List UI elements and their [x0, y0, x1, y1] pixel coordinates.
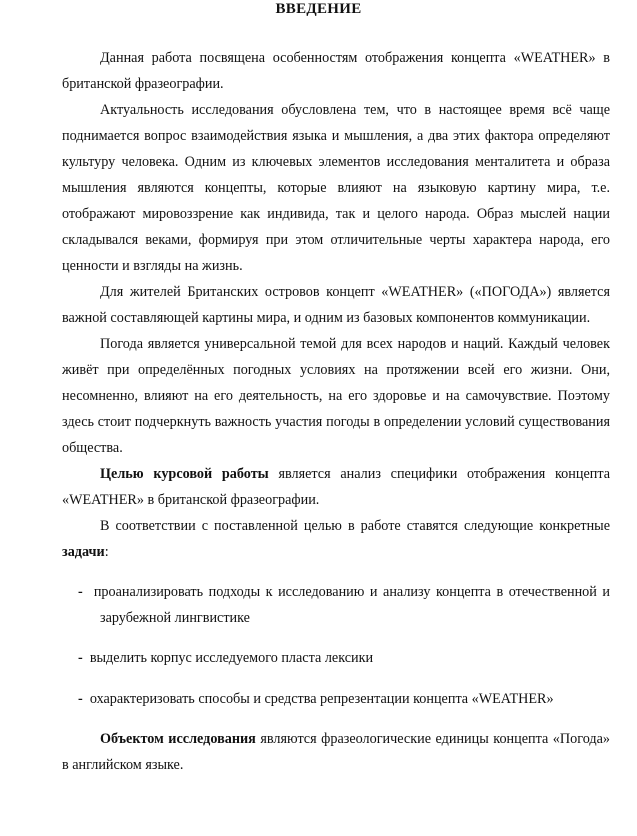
page-title: ВВЕДЕНИЕ	[275, 1, 362, 17]
paragraph-relevance: Актуальность исследования обусловлена тем, что в настоящее время всё чаще поднимается вопрос взаимодействия языка и мышления, а два этих фактора определяют культуру человека. Одним из ключевых элементов исследования менталитета и образа мышления являются концепты, которые влияют на языковую картину мира, т.е. отображают мировоззрение как индивида, так и целого народа. Образ мыслей нации складывался веками, формируя при этом отличительные черты характера народа, его ценности и взгляды на жизнь.	[62, 102, 610, 274]
dash-mark: -	[78, 690, 83, 707]
dash-mark: -	[78, 584, 83, 601]
task-text: проанализировать подходы к исследованию и анализу концепта в отечественной и зарубежной лингвистике	[93, 584, 611, 627]
task-item	[62, 579, 610, 631]
object-label: Объектом исследования	[100, 730, 256, 747]
tasks-intro-text: В соответствии с поставленной целью в работе ставятся следующие конкретные	[100, 518, 610, 534]
paragraph-intro: Данная работа посвящена особенностям отображения концепта «WEATHER» в британской фразеографии.	[62, 50, 610, 92]
dash-mark: -	[78, 650, 83, 667]
object-text: являются фразеологические единицы концепта «Погода» в английском языке.	[62, 730, 611, 773]
task-item	[62, 645, 610, 671]
paragraph-goal	[62, 461, 610, 513]
goal-text: является анализ специфики отображения концепта «WEATHER» в британской фразеографии.	[62, 466, 611, 508]
task-text: выделить корпус исследуемого пласта лексики	[89, 650, 374, 667]
paragraph-object	[62, 726, 610, 778]
document-body	[62, 45, 610, 778]
task-text: охарактеризовать способы и средства репрезентации концепта «WEATHER»	[89, 690, 554, 707]
paragraph-tasks-intro	[62, 513, 610, 565]
task-item	[62, 686, 610, 712]
paragraph-weather: Погода является универсальной темой для всех народов и наций. Каждый человек живёт при определённых погодных условиях на протяжении всей его жизни. Они, несомненно, влияют на его деятельность, на его здоровье и на самочувствие. Поэтому здесь стоит подчеркнуть важность участия погоды в определении условий существования общества.	[62, 336, 610, 456]
paragraph-concept: Для жителей Британских островов концепт «WEATHER» («ПОГОДА») является важной составляющей картины мира, и одним из базовых компонентов коммуникации.	[62, 284, 610, 326]
tasks-label: задачи	[62, 544, 105, 560]
goal-label: Целью курсовой работы	[100, 466, 269, 482]
tasks-colon: :	[104, 544, 109, 560]
